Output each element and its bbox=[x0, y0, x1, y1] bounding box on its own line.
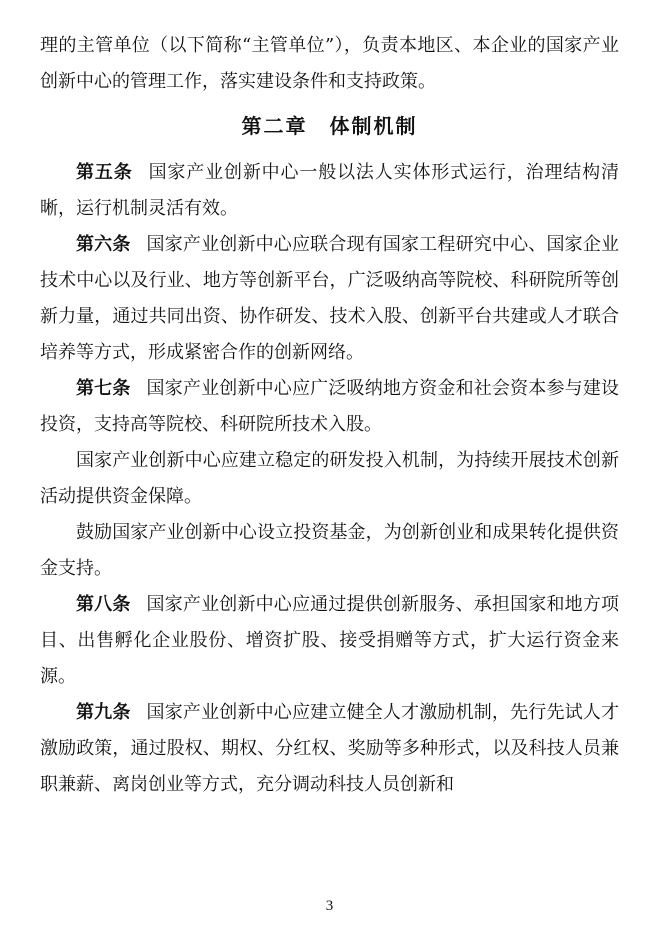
intro-paragraph: 理的主管单位（以下简称“主管单位”），负责本地区、本企业的国家产业创新中心的管理工作，落实建设条件和支持政策。 bbox=[40, 35, 619, 92]
article-label: 第七条 bbox=[76, 378, 131, 399]
article-text: 国家产业创新中心应广泛吸纳地方资金和社会资本参与建设投资，支持高等院校、科研院所技术入股。 bbox=[40, 378, 620, 435]
article-9 bbox=[40, 695, 619, 803]
article-7 bbox=[40, 371, 619, 443]
chapter-title: 第二章 体制机制 bbox=[241, 114, 418, 138]
article-label: 第五条 bbox=[76, 162, 133, 183]
document-page bbox=[40, 28, 619, 803]
paragraph-investment-fund: 鼓励国家产业创新中心设立投资基金，为创新创业和成果转化提供资金支持。 bbox=[40, 522, 619, 579]
article-label: 第六条 bbox=[76, 234, 131, 255]
article-6 bbox=[40, 227, 619, 371]
article-8 bbox=[40, 587, 619, 695]
paragraph-rd-investment: 国家产业创新中心应建立稳定的研发投入机制，为持续开展技术创新活动提供资金保障。 bbox=[40, 450, 619, 507]
article-label: 第八条 bbox=[76, 594, 131, 615]
page-number: 3 bbox=[325, 898, 334, 914]
article-text: 国家产业创新中心应联合现有国家工程研究中心、国家企业技术中心以及行业、地方等创新平台，广泛吸纳高等院校、科研院所等创新力量，通过共同出资、协作研发、技术入股、创新平台共建或人才联合培养等方式，形成紧密合作的创新网络。 bbox=[40, 234, 620, 363]
article-text: 国家产业创新中心应通过提供创新服务、承担国家和地方项目、出售孵化企业股份、增资扩股、接受捐赠等方式，扩大运行资金来源。 bbox=[40, 594, 620, 687]
article-5 bbox=[40, 155, 619, 227]
article-text: 国家产业创新中心一般以法人实体形式运行，治理结构清晰，运行机制灵活有效。 bbox=[40, 162, 620, 219]
article-text: 国家产业创新中心应建立健全人才激励机制，先行先试人才激励政策，通过股权、期权、分红权、奖励等多种形式，以及科技人员兼职兼薪、离岗创业等方式，充分调动科技人员创新和 bbox=[40, 702, 620, 795]
article-label: 第九条 bbox=[76, 702, 131, 723]
